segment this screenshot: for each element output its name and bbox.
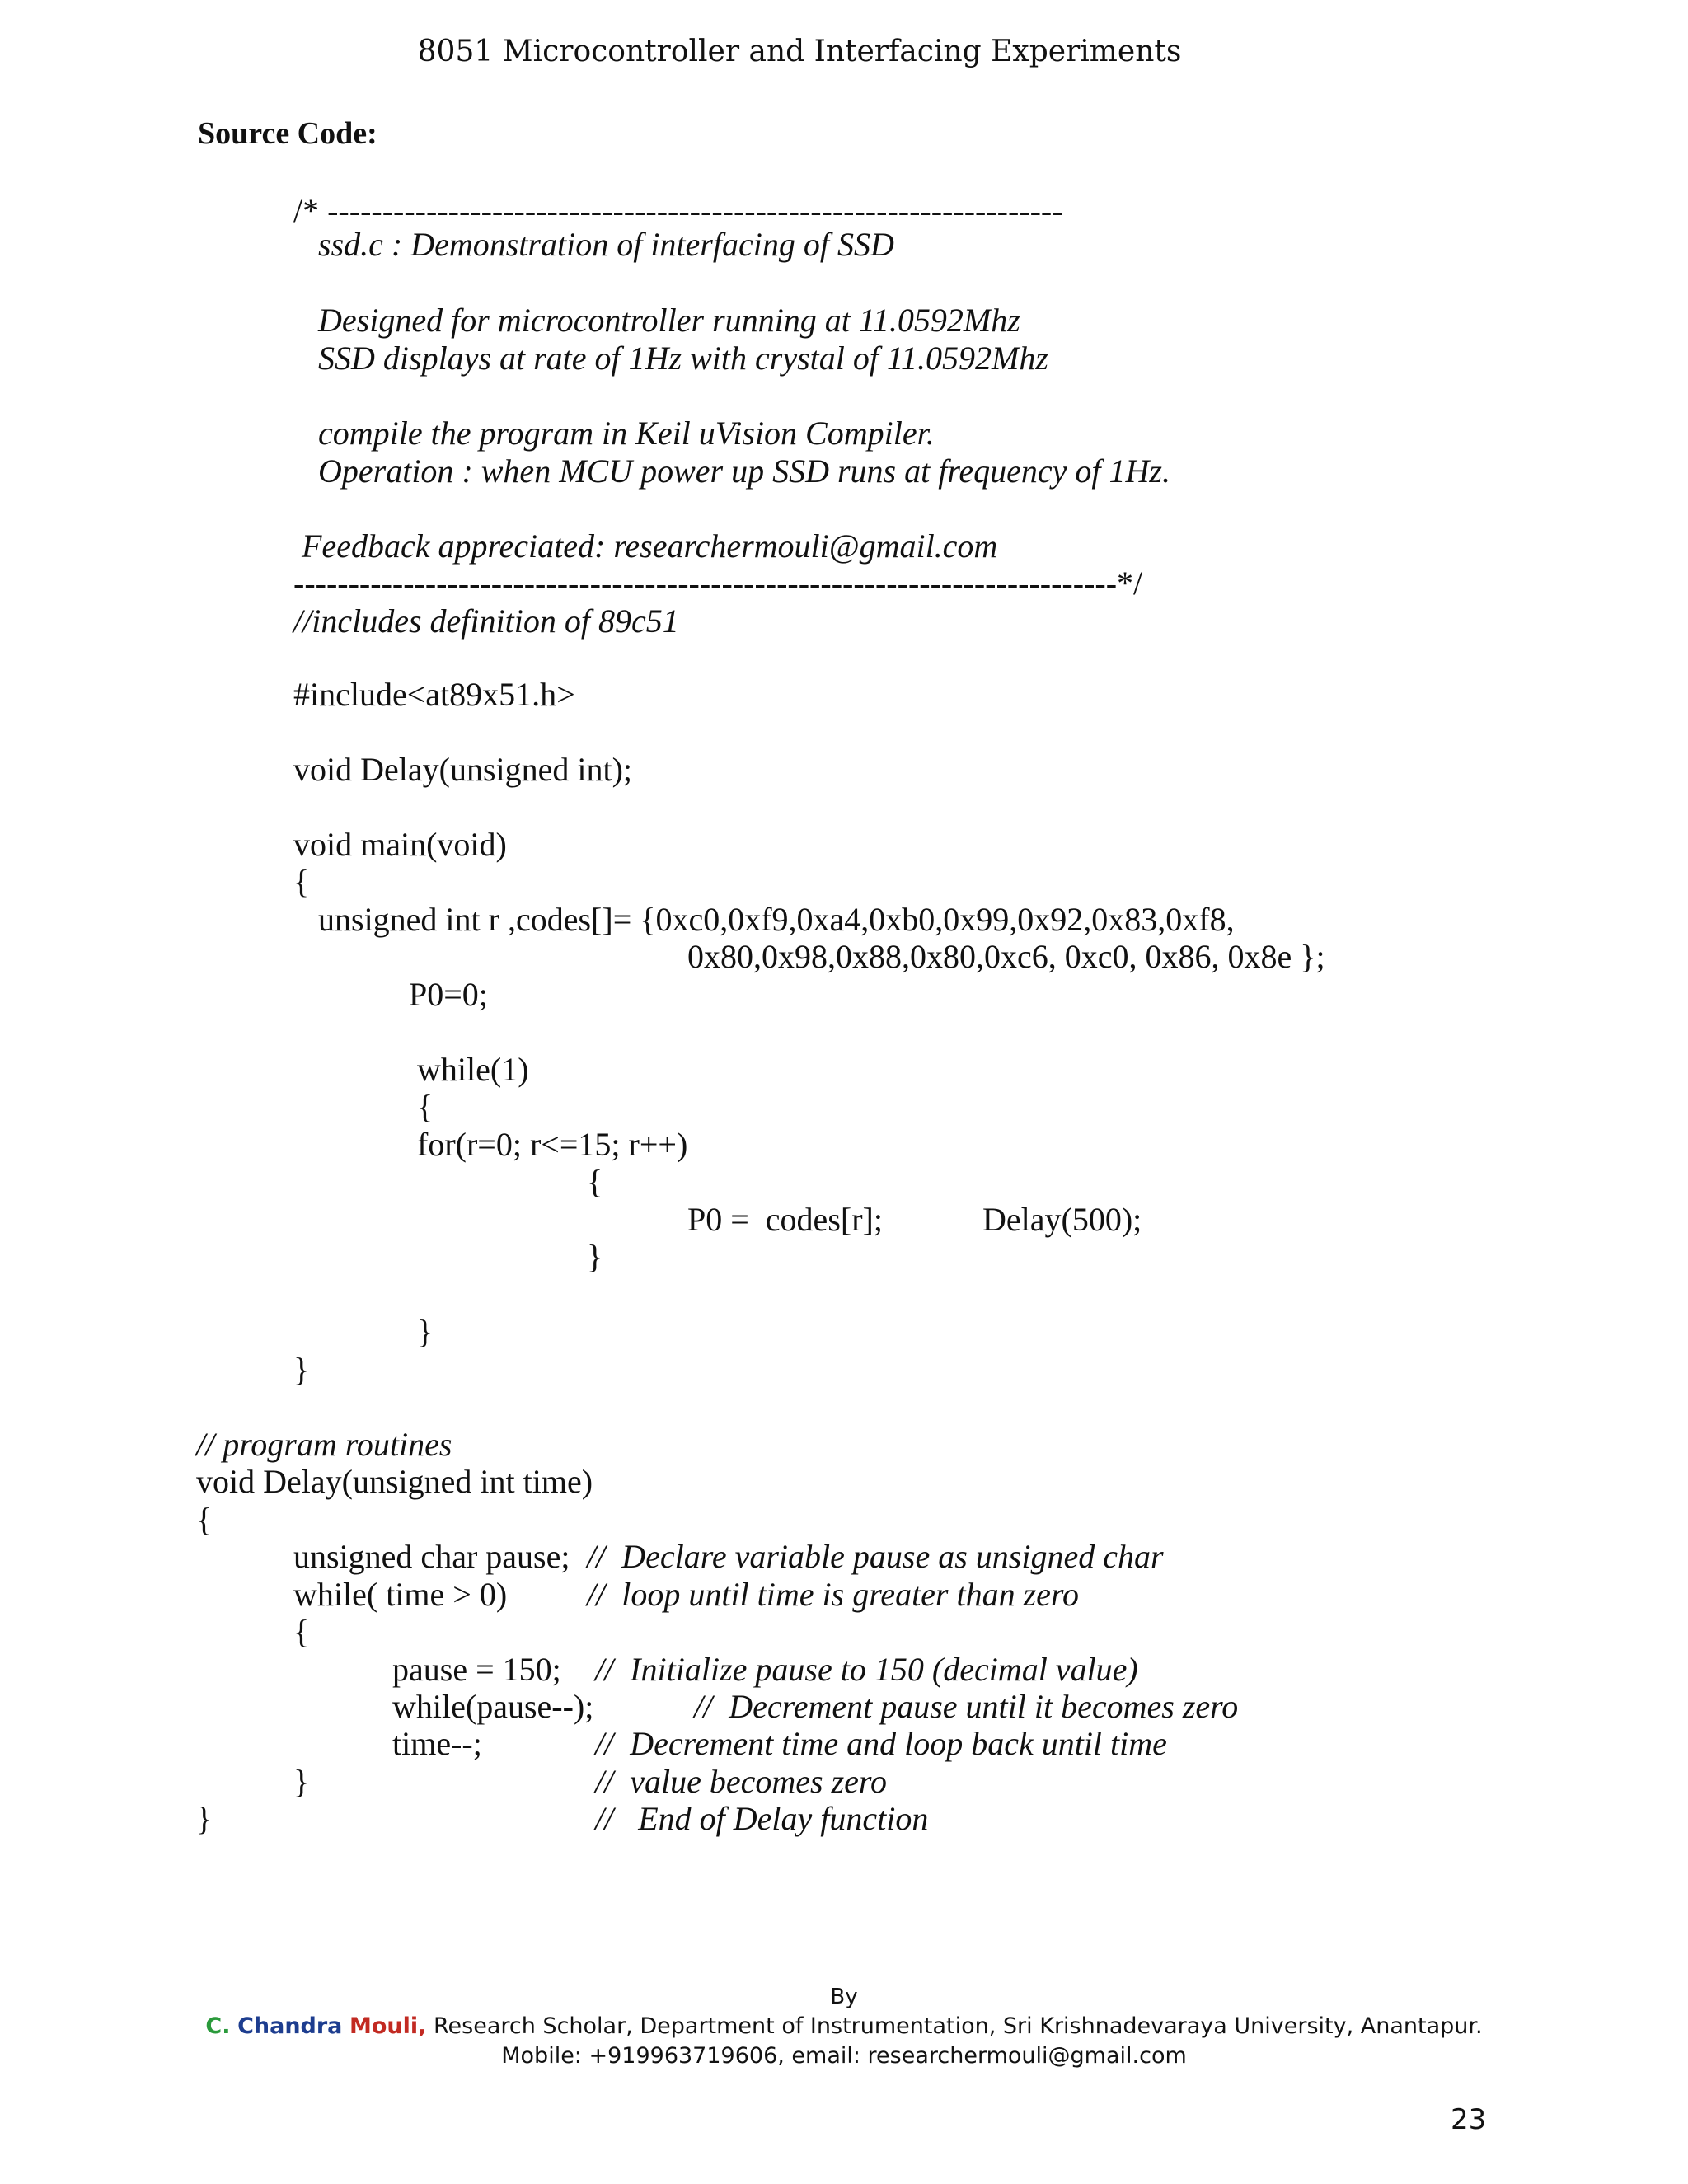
comment-design-1: Designed for microcontroller running at 11.0592Mhz <box>318 302 1020 339</box>
delay-open-brace: { <box>196 1501 213 1538</box>
footer-by: By <box>830 1985 858 2009</box>
main-signature: void main(void) <box>293 826 507 863</box>
comment-operation: Operation : when MCU power up SSD runs at frequency of 1Hz. <box>318 452 1170 490</box>
delay-signature: void Delay(unsigned int time) <box>196 1463 593 1500</box>
includes-comment: //includes definition of 89c51 <box>293 602 679 640</box>
delay-call: Delay(500); <box>982 1201 1142 1238</box>
author-first-name: Chandra <box>237 2013 343 2039</box>
for-close-brace: } <box>587 1238 603 1275</box>
while-line: while(1) <box>417 1051 529 1088</box>
while-open-brace: { <box>417 1088 434 1125</box>
main-close-brace: } <box>293 1351 310 1388</box>
pause-init-line: pause = 150; <box>392 1651 561 1688</box>
time-decrement-comment: // Decrement time and loop back until time <box>595 1725 1167 1762</box>
p0-init-line: P0=0; <box>409 976 488 1013</box>
while-close-brace: } <box>417 1313 434 1350</box>
inner-close-brace: } <box>293 1763 310 1800</box>
value-zero-comment: // value becomes zero <box>595 1763 887 1800</box>
include-line: #include<at89x51.h> <box>293 676 575 713</box>
main-open-brace: { <box>293 863 310 900</box>
comment-compile: compile the program in Keil uVision Compiler. <box>318 415 935 452</box>
footer-contact: Mobile: +919963719606, email: researchermouli@gmail.com <box>501 2043 1187 2069</box>
page-header-title: 8051 Microcontroller and Interfacing Experiments <box>417 35 1182 68</box>
pause-loop-line: while(pause--); <box>392 1688 594 1725</box>
inner-open-brace: { <box>293 1613 310 1650</box>
comment-design-2: SSD displays at rate of 1Hz with crystal of 11.0592Mhz <box>318 340 1048 377</box>
comment-file-desc: ssd.c : Demonstration of interfacing of SSD <box>318 226 894 263</box>
prototype-line: void Delay(unsigned int); <box>293 751 633 788</box>
routines-comment: // program routines <box>196 1426 452 1463</box>
codes-declaration-2: 0x80,0x98,0x88,0x80,0xc6, 0xc0, 0x86, 0x8e }; <box>687 938 1325 975</box>
pause-loop-comment: // Decrement pause until it becomes zero <box>694 1688 1239 1725</box>
time-while-line: while( time > 0) <box>293 1576 508 1613</box>
author-affiliation: Research Scholar, Department of Instrumentation, Sri Krishnadevaraya University, Anantapur. <box>434 2013 1483 2039</box>
delay-close-brace: } <box>196 1800 213 1837</box>
assign-line: P0 = codes[r]; <box>687 1201 883 1238</box>
for-line: for(r=0; r<=15; r++) <box>417 1126 688 1163</box>
time-while-comment: // loop until time is greater than zero <box>587 1576 1080 1613</box>
author-last-name: Mouli, <box>349 2013 427 2039</box>
pause-init-comment: // Initialize pause to 150 (decimal value) <box>595 1651 1138 1688</box>
comment-open-line: /* ------------------------------------------------------------------- <box>293 192 1063 229</box>
comment-feedback: Feedback appreciated: researchermouli@gmail.com <box>302 527 998 565</box>
time-decrement-line: time--; <box>392 1725 482 1762</box>
codes-declaration-1: unsigned int r ,codes[]= {0xc0,0xf9,0xa4,0xb0,0x99,0x92,0x83,0xf8, <box>318 901 1235 938</box>
author-initial: C. <box>205 2013 231 2039</box>
pause-declaration-comment: // Declare variable pause as unsigned char <box>587 1538 1164 1575</box>
for-open-brace: { <box>587 1163 603 1200</box>
end-delay-comment: // End of Delay function <box>595 1800 929 1837</box>
comment-close-line: ---------------------------------------------------------------------------*/ <box>293 565 1143 602</box>
pause-declaration: unsigned char pause; <box>293 1538 570 1575</box>
page-number: 23 <box>1451 2103 1487 2136</box>
section-heading: Source Code: <box>198 116 377 151</box>
footer-author-line <box>0 2013 1688 2039</box>
